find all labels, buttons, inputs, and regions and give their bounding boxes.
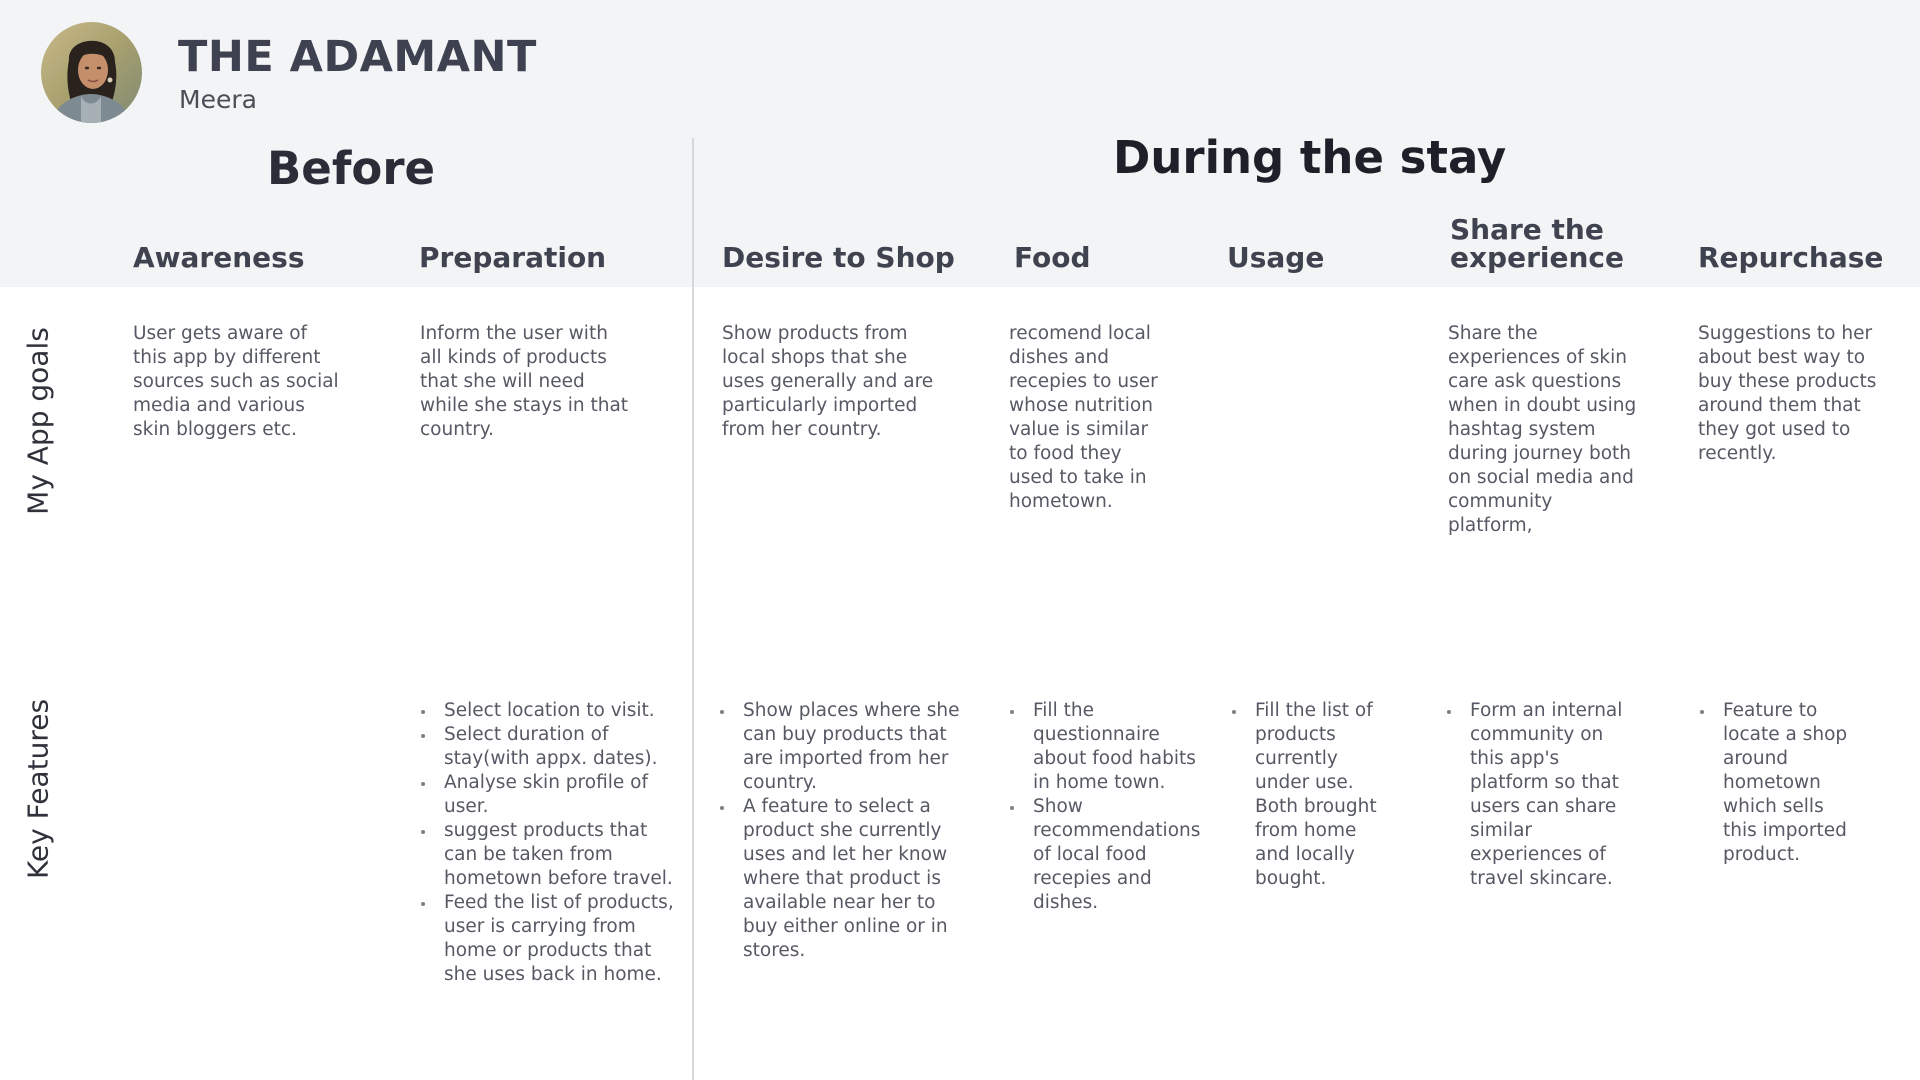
goal-share-the-experience: Share the experiences of skin care ask questions when in doubt using hashtag system during journey both on social media and community platform, xyxy=(1448,323,1637,536)
stage-repurchase: Repurchase xyxy=(1698,241,1884,274)
goal-desire-to-shop: Show products from local shops that she uses generally and are particularly imported from her country. xyxy=(722,323,934,440)
goal-food: recomend local dishes and recepies to user whose nutrition value is similar to food they used to take in hometown. xyxy=(1009,323,1158,512)
stage-desire-to-shop: Desire to Shop xyxy=(722,241,955,274)
feature-item: Fill the list of products currently under use. Both brought from home and locally bought. xyxy=(1230,699,1377,891)
features-desire-to-shop xyxy=(718,699,960,963)
features-usage xyxy=(1230,699,1377,891)
features-repurchase xyxy=(1698,699,1847,867)
features-share-the-experience xyxy=(1445,699,1622,891)
stage-preparation: Preparation xyxy=(419,241,607,274)
features-food xyxy=(1008,699,1200,915)
feature-item: Analyse skin profile of user. xyxy=(419,771,674,819)
phase-before-heading: Before xyxy=(267,142,436,195)
feature-item: Fill the questionnaire about food habits in home town. xyxy=(1008,699,1200,795)
row-label-key-features: Key Features xyxy=(21,698,55,880)
phase-during-heading: During the stay xyxy=(1113,131,1507,184)
feature-item: A feature to select a product she currently uses and let her know where that product is available near her to buy either online or in stores. xyxy=(718,795,960,963)
feature-item: Select location to visit. xyxy=(419,699,674,723)
app-title: THE ADAMANT xyxy=(178,32,537,82)
feature-item: Feature to locate a shop around hometown which sells this imported product. xyxy=(1698,699,1847,867)
feature-item: suggest products that can be taken from hometown before travel. xyxy=(419,819,674,891)
feature-item: Show recommendations of local food recepies and dishes. xyxy=(1008,795,1200,915)
persona-avatar xyxy=(41,22,142,123)
persona-name: Meera xyxy=(179,85,257,114)
row-label-app-goals: My App goals xyxy=(21,327,55,515)
stage-food: Food xyxy=(1014,241,1091,274)
features-preparation xyxy=(419,699,674,987)
goal-repurchase: Suggestions to her about best way to buy these products around them that they got used to recently. xyxy=(1698,323,1877,464)
feature-item: Feed the list of products, user is carrying from home or products that she uses back in home. xyxy=(419,891,674,987)
feature-item: Form an internal community on this app's platform so that users can share similar experiences of travel skincare. xyxy=(1445,699,1622,891)
stage-usage: Usage xyxy=(1227,241,1325,274)
feature-item: Select duration of stay(with appx. dates). xyxy=(419,723,674,771)
feature-item: Show places where she can buy products that are imported from her country. xyxy=(718,699,960,795)
goal-awareness: User gets aware of this app by different sources such as social media and various skin bloggers etc. xyxy=(133,323,339,440)
stage-awareness: Awareness xyxy=(133,241,305,274)
goal-preparation: Inform the user with all kinds of products that she will need while she stays in that country. xyxy=(420,323,629,440)
phase-divider xyxy=(692,138,694,1080)
stage-share-the-experience: Share the experience xyxy=(1450,213,1625,274)
